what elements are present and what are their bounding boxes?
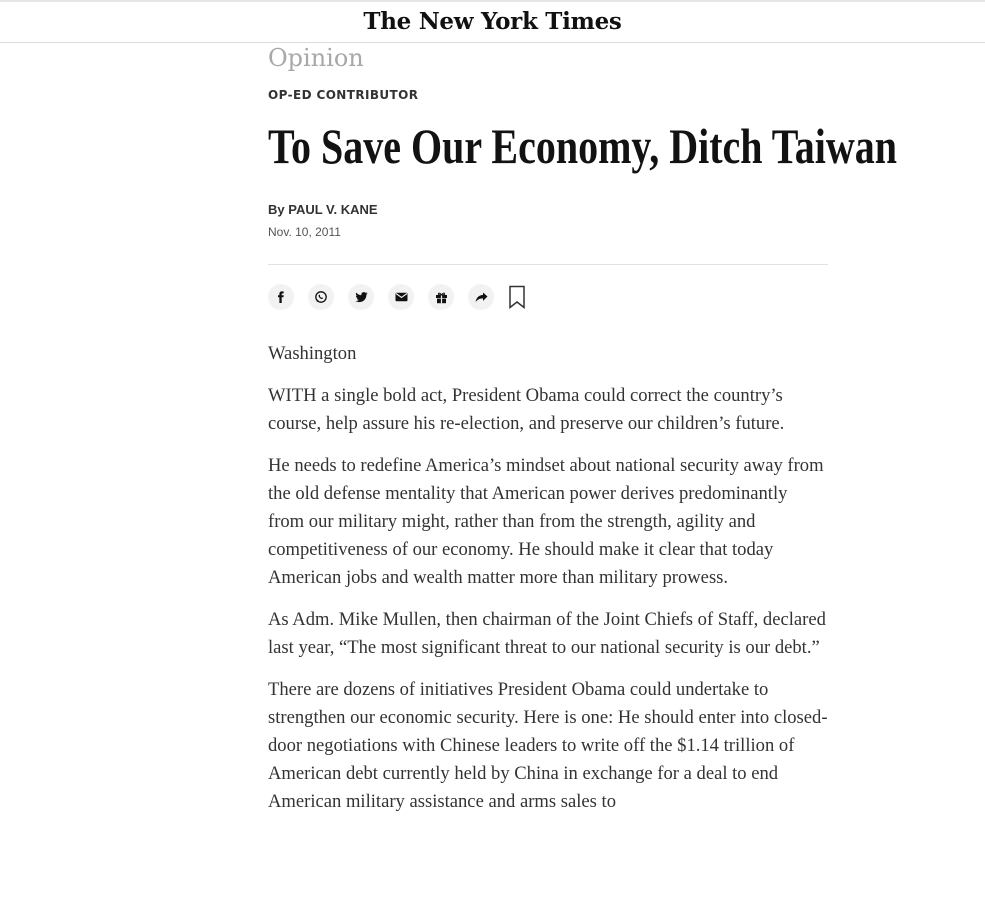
- article-paragraph: WITH a single bold act, President Obama could correct the country’s course, help assure his re-election, and preserve our children’s future.: [268, 385, 785, 434]
- publish-date: Nov. 10, 2011: [268, 225, 341, 239]
- gift-icon: [435, 291, 448, 304]
- twitter-share-button[interactable]: [348, 284, 374, 310]
- divider: [268, 264, 828, 265]
- article-body: [268, 340, 828, 830]
- masthead: [0, 0, 985, 43]
- section-label[interactable]: Opinion: [268, 44, 364, 72]
- headline: To Save Our Economy, Ditch Taiwan: [268, 118, 898, 174]
- facebook-icon: [275, 291, 287, 303]
- save-bookmark-button[interactable]: [508, 285, 526, 309]
- author-name[interactable]: PAUL V. KANE: [288, 202, 378, 217]
- article-paragraph: He needs to redefine America’s mindset about national security away from the old defense mentality that American power derives predominantly from our military might, rather than from the strength, agility and competitiveness of our economy. He should make it clear that today American jobs and wealth matter more than military prowess.: [268, 455, 824, 588]
- facebook-share-button[interactable]: [268, 284, 294, 310]
- gift-article-button[interactable]: [428, 284, 454, 310]
- more-share-button[interactable]: [468, 284, 494, 310]
- share-icon: [475, 292, 488, 303]
- whatsapp-icon: [314, 290, 328, 304]
- bookmark-icon: [508, 285, 526, 309]
- twitter-icon: [355, 291, 368, 303]
- whatsapp-share-button[interactable]: [308, 284, 334, 310]
- article-paragraph: There are dozens of initiatives President Obama could undertake to strengthen our economic security. Here is one: He should enter into closed-door negotiations with Chinese leaders to write off the $1.14 trillion of American debt currently held by China in exchange for a deal to end American military assistance and arms sales to: [268, 679, 828, 812]
- email-icon: [395, 292, 408, 302]
- byline-prefix: By: [268, 202, 285, 217]
- byline: [268, 202, 378, 217]
- kicker-label: OP-ED CONTRIBUTOR: [268, 88, 419, 102]
- nyt-logo[interactable]: The New York Times: [363, 8, 622, 35]
- email-share-button[interactable]: [388, 284, 414, 310]
- article-paragraph: Washington: [268, 343, 357, 364]
- article-paragraph: As Adm. Mike Mullen, then chairman of the Joint Chiefs of Staff, declared last year, “The most significant threat to our national security is our debt.”: [268, 609, 826, 658]
